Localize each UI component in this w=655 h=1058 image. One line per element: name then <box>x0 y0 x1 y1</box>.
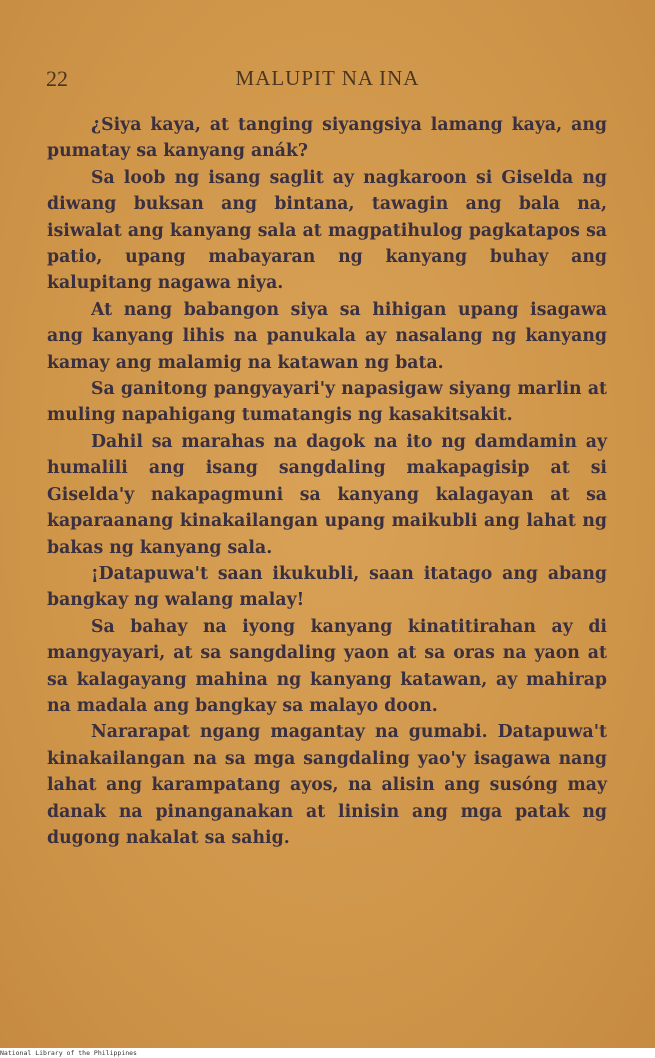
paragraph-1: ¿Siya kaya, at tanging siyangsiya lamang kaya, ang pumatay sa kanyang anák? <box>47 115 607 162</box>
paragraph-8: Nararapat ngang magantay na gumabi. Datapuwa't kinakailangan na sa mga sangdaling yao'y isagawa nang lahat ang karampatang ayos, na alisin ang susóng may danak na pinanganakan at linisin ang mga patak ng dugong nakalat sa sahig. <box>47 722 607 848</box>
page-number: 22 <box>46 66 68 91</box>
paragraph-6: ¡Datapuwa't saan ikukubli, saan itatago ang abang bangkay ng walang malay! <box>47 563 607 611</box>
paragraph-2: Sa loob ng isang saglit ay nagkaroon si Giselda ng diwang buksan ang bintana, tawagin ang bala na, isiwalat ang kanyang sala at magpatihulog pagkatapos sa patio, upang mabayaran ng kanyang buhay ang kalupitang nagawa niya. <box>47 167 607 294</box>
paragraph-4: Sa ganitong pangyayari'y napasigaw siyang marlin at muling napahigang tumatangis ng kasakitsakit. <box>47 379 607 426</box>
paragraph-3: At nang babangon siya sa hihigan upang isagawa ang kanyang lihis na panukala ay nasalang ng kanyang kamay ang malamig na katawan ng bata. <box>47 299 607 373</box>
body-text <box>47 112 607 851</box>
page-header <box>0 66 655 96</box>
library-credit: National Library of the Philippines <box>0 1049 137 1057</box>
paragraph-5: Dahil sa marahas na dagok na ito ng damdamin ay humalili ang isang sangdaling makapagisip at si Giselda'y nakapagmuni sa kanyang kalagayan at sa kaparaanang kinakailangan upang maikubli ang lahat ng bakas ng kanyang sala. <box>47 431 607 558</box>
paragraph-7: Sa bahay na iyong kanyang kinatitirahan ay di mangyayari, at sa sangdaling yaon at sa oras na yaon at sa kalagayang mahina ng kanyang katawan, ay mahirap na madala ang bangkay sa malayo doon. <box>47 616 607 716</box>
running-title: MALUPIT NA INA <box>235 66 420 90</box>
